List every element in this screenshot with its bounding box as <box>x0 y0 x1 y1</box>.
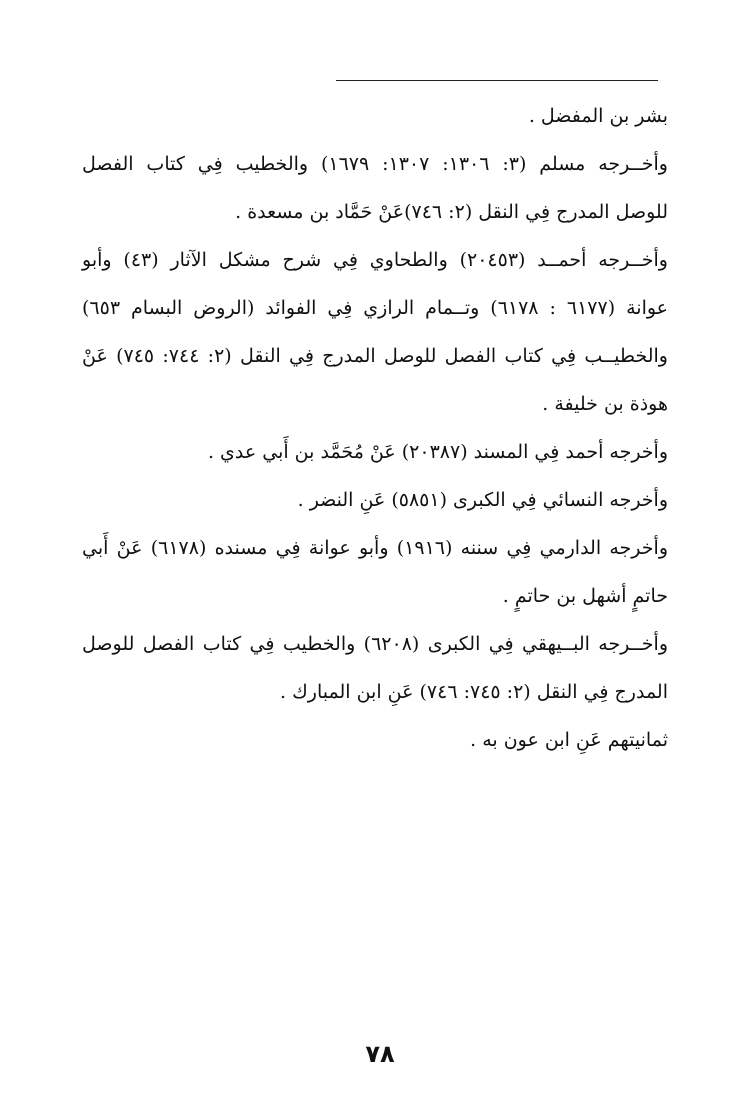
page-number: ٧٨ <box>365 1040 395 1068</box>
footnote-line: عوانة (٦١٧٧ : ٦١٧٨) وتــمام الرازي فِي الفوائد (الروض البسام ٦٥٣) <box>82 297 668 319</box>
footnote-line: وأخــرجه مسلم (٣: ١٣٠٦: ١٣٠٧: ١٦٧٩) والخطيب فِي كتاب الفصل <box>82 153 668 175</box>
footnote-line: وأخرجه النسائي فِي الكبرى (٥٨٥١) عَنِ النضر . <box>297 489 668 511</box>
footnote-line: وأخرجه أحمد فِي المسند (٢٠٣٨٧) عَنْ مُحَمَّد بن أَبي عدي . <box>207 441 668 463</box>
footnote-line: هوذة بن خليفة . <box>542 393 668 415</box>
footnote-line: المدرج فِي النقل (٢: ٧٤٥: ٧٤٦) عَنِ ابن المبارك . <box>280 681 668 703</box>
footnote-line: وأخرجه الدارمي فِي سننه (١٩١٦) وأبو عوانة فِي مسنده (٦١٧٨) عَنْ أَبي <box>82 537 668 559</box>
footnote-line: وأخــرجه أحمــد (٢٠٤٥٣) والطحاوي فِي شرح مشكل الآثار (٤٣) وأبو <box>82 249 668 271</box>
footnote-line: ثمانيتهم عَنِ ابن عون به . <box>470 729 668 751</box>
footnote-line: للوصل المدرج فِي النقل (٢: ٧٤٦)عَنْ حَمَّاد بن مسعدة . <box>235 201 668 223</box>
footnote-separator-rule <box>336 80 658 81</box>
footnote-text-block <box>82 100 668 772</box>
footnote-line: وأخــرجه البــيهقي فِي الكبرى (٦٢٠٨) والخطيب فِي كتاب الفصل للوصل <box>82 633 669 655</box>
footnote-line: بشر بن المفضل . <box>528 105 668 127</box>
footnote-line: حاتمٍ أشهل بن حاتمٍ . <box>502 585 668 607</box>
footnote-line: والخطيــب فِي كتاب الفصل للوصل المدرج فِي النقل (٢: ٧٤٤: ٧٤٥) عَنْ <box>82 345 668 367</box>
